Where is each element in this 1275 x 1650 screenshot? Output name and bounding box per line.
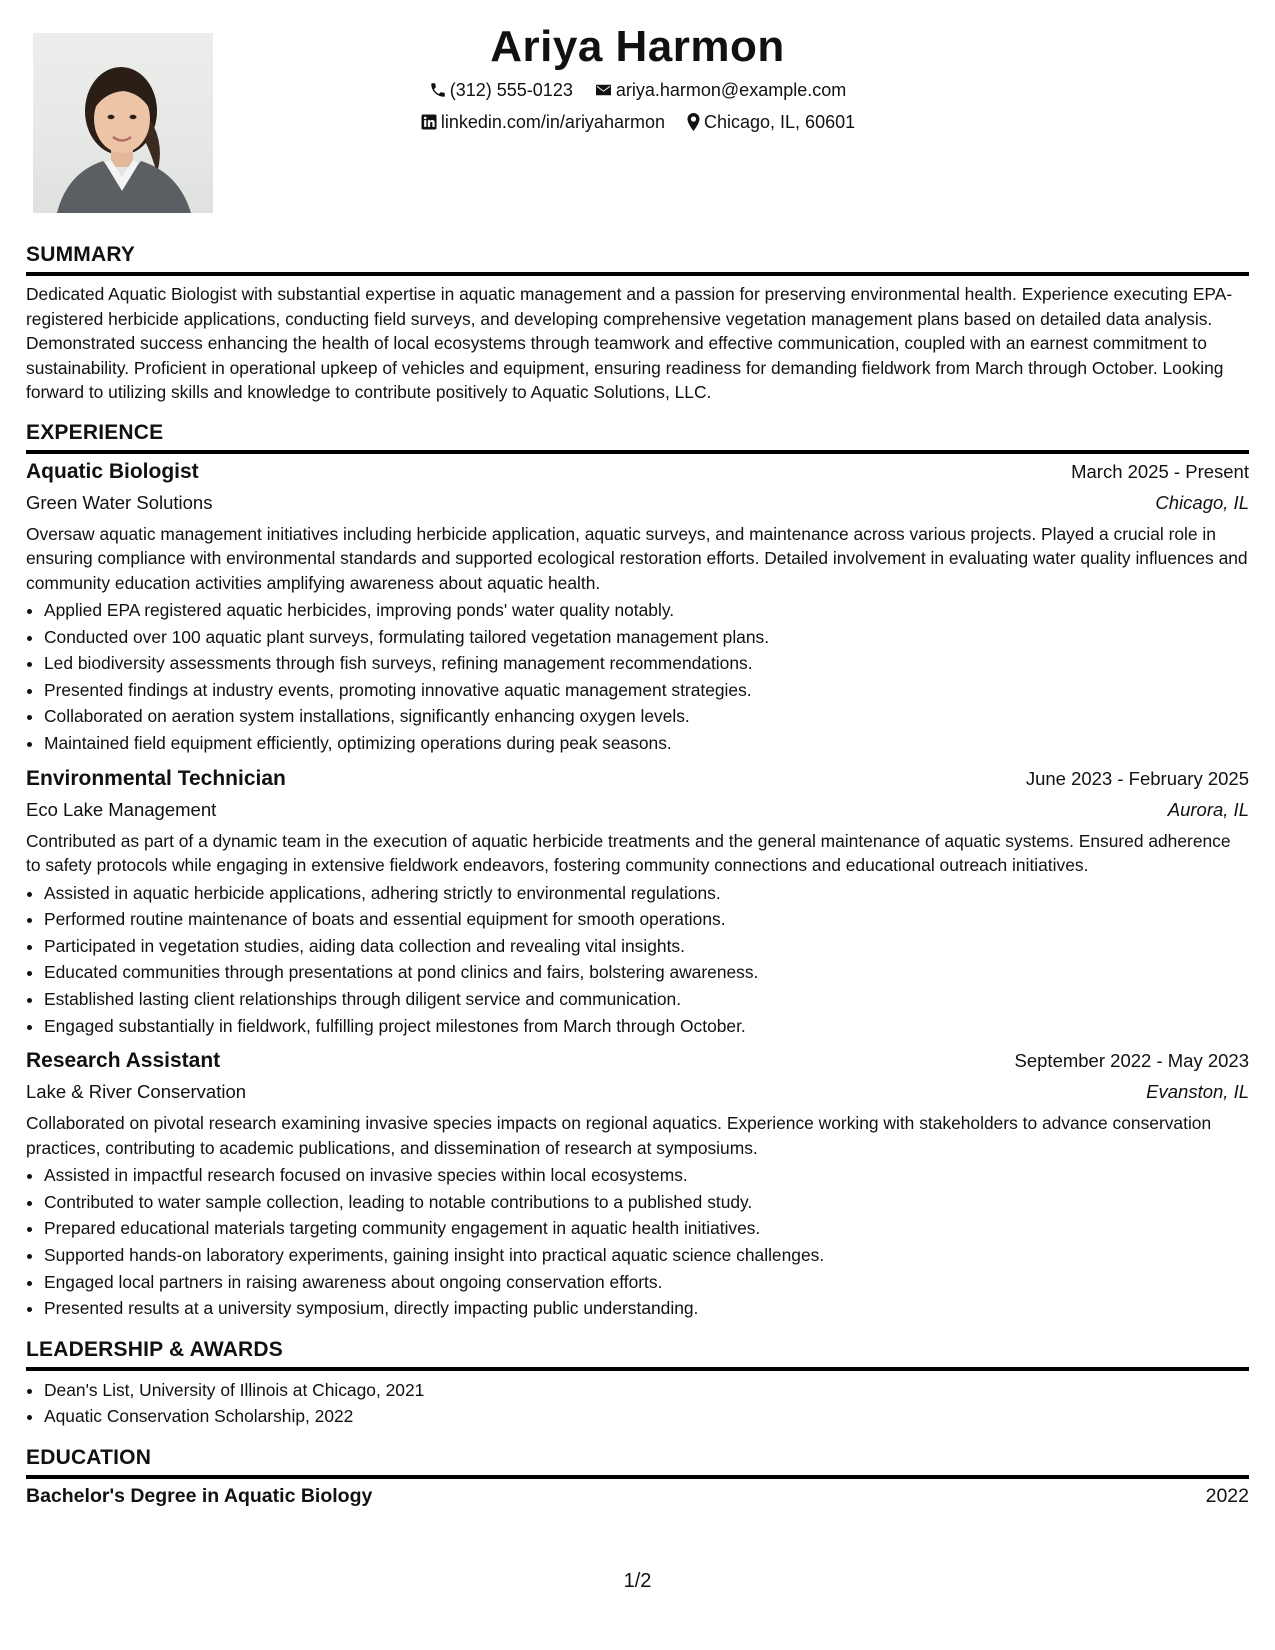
envelope-icon bbox=[594, 81, 613, 99]
degree-name: Bachelor's Degree in Aquatic Biology bbox=[26, 1484, 373, 1507]
map-pin-icon bbox=[686, 113, 701, 131]
job-subheader bbox=[26, 1081, 1249, 1103]
job-location: Chicago, IL bbox=[1155, 491, 1249, 513]
job-subheader bbox=[26, 492, 1249, 514]
job-header bbox=[26, 460, 1249, 484]
education-section bbox=[26, 1446, 1249, 1508]
awards-list bbox=[26, 1377, 1249, 1430]
linkedin-icon bbox=[420, 113, 438, 131]
experience-heading: EXPERIENCE bbox=[26, 421, 1249, 454]
list-item: • Presented results at a university symposium, directly impacting public understanding. bbox=[44, 1295, 1249, 1322]
job-location: Aurora, IL bbox=[1167, 798, 1249, 820]
location-contact bbox=[686, 112, 855, 133]
email-text: ariya.harmon@example.com bbox=[615, 80, 847, 100]
list-item: • Established lasting client relationships through diligent service and communication. bbox=[44, 986, 1249, 1013]
contact-row-secondary bbox=[0, 112, 1275, 133]
location-text: Chicago, IL, 60601 bbox=[704, 112, 856, 132]
list-item: • Presented findings at industry events, promoting innovative aquatic management strategies. bbox=[44, 677, 1249, 704]
phone-contact[interactable] bbox=[429, 80, 573, 101]
linkedin-text: linkedin.com/in/ariyaharmon bbox=[440, 112, 665, 132]
leadership-heading: LEADERSHIP & AWARDS bbox=[26, 1338, 1249, 1371]
job-title: Research Assistant bbox=[26, 1049, 221, 1073]
job-bullets bbox=[26, 597, 1249, 757]
resume-body bbox=[26, 243, 1249, 1524]
phone-text: (312) 555-0123 bbox=[449, 80, 573, 100]
education-entry bbox=[26, 1485, 1249, 1508]
job-title: Environmental Technician bbox=[26, 766, 286, 790]
job-description: Contributed as part of a dynamic team in the execution of aquatic herbicide treatments and the general maintenance of aquatic systems. Ensured adherence to safety protocols while engaging in extensive fieldwork endeavors, fostering community connections and educational outreach initiatives. bbox=[26, 830, 1231, 876]
list-item: • Assisted in aquatic herbicide applications, adhering strictly to environmental regulations. bbox=[44, 880, 1249, 907]
job-entry bbox=[26, 1049, 1249, 1322]
job-header bbox=[26, 1049, 1249, 1073]
job-header bbox=[26, 767, 1249, 791]
page-number: 1/2 bbox=[623, 1570, 652, 1592]
list-item: • Contributed to water sample collection, leading to notable contributions to a published study. bbox=[44, 1189, 1249, 1216]
summary-text: Dedicated Aquatic Biologist with substantial expertise in aquatic management and a passion for preserving environmental health. Experience executing EPA-registered herbicide applications, conducting field surveys, and developing comprehensive vegetation management plans based on detailed data analysis. Demonstrated success enhancing the health of local ecosystems through teamwork and effective communication, coupled with an earnest commitment to sustainability. Proficient in operational upkeep of vehicles and equipment, ensuring readiness for demanding fieldwork from March through October. Looking forward to utilizing skills and knowledge to contribute positively to Aquatic Solutions, LLC. bbox=[26, 284, 1233, 402]
list-item: • Maintained field equipment efficiently, optimizing operations during peak seasons. bbox=[44, 730, 1249, 757]
job-bullets bbox=[26, 880, 1249, 1040]
list-item: • Engaged substantially in fieldwork, fulfilling project milestones from March through October. bbox=[44, 1013, 1249, 1040]
list-item: • Participated in vegetation studies, aiding data collection and revealing vital insights. bbox=[44, 933, 1249, 960]
list-item: • Assisted in impactful research focused on invasive species within local ecosystems. bbox=[44, 1162, 1249, 1189]
education-heading: EDUCATION bbox=[26, 1446, 1249, 1479]
job-entry bbox=[26, 767, 1249, 1040]
job-description: Oversaw aquatic management initiatives including herbicide application, aquatic surveys, and maintenance across various projects. Played a crucial role in ensuring compliance with environmental standards and supported ecological restoration efforts. Detailed involvement in evaluating water quality influences and community education activities amplifying awareness about aquatic health. bbox=[26, 523, 1248, 593]
job-company: Eco Lake Management bbox=[26, 798, 217, 820]
list-item: • Conducted over 100 aquatic plant surveys, formulating tailored vegetation management plans. bbox=[44, 624, 1249, 651]
contact-row-primary bbox=[0, 80, 1275, 101]
list-item: • Educated communities through presentations at pond clinics and fairs, bolstering awareness. bbox=[44, 959, 1249, 986]
candidate-name: Ariya Harmon bbox=[490, 22, 785, 71]
job-dates: September 2022 - May 2023 bbox=[1014, 1050, 1249, 1072]
job-dates: June 2023 - February 2025 bbox=[1025, 767, 1249, 789]
email-contact[interactable] bbox=[594, 80, 846, 101]
summary-heading: SUMMARY bbox=[26, 243, 1249, 276]
job-location: Evanston, IL bbox=[1146, 1081, 1249, 1103]
job-title: Aquatic Biologist bbox=[26, 459, 199, 483]
job-bullets bbox=[26, 1162, 1249, 1322]
list-item: • Led biodiversity assessments through fish surveys, refining management recommendations. bbox=[44, 650, 1249, 677]
list-item: • Prepared educational materials targeting community engagement in aquatic health initiatives. bbox=[44, 1215, 1249, 1242]
job-subheader bbox=[26, 799, 1249, 821]
experience-section bbox=[26, 421, 1249, 1322]
summary-section bbox=[26, 243, 1249, 405]
job-company: Green Water Solutions bbox=[26, 491, 213, 513]
job-description: Collaborated on pivotal research examining invasive species impacts on regional aquatics. Experience working with stakeholders to advance conservation practices, contributing to academic publications, and dissemination of research at symposiums. bbox=[26, 1113, 1212, 1158]
list-item: • Engaged local partners in raising awareness about ongoing conservation efforts. bbox=[44, 1269, 1249, 1296]
job-entry bbox=[26, 460, 1249, 757]
job-dates: March 2025 - Present bbox=[1071, 460, 1249, 482]
list-item: • Applied EPA registered aquatic herbicides, improving ponds' water quality notably. bbox=[44, 597, 1249, 624]
job-company: Lake & River Conservation bbox=[26, 1081, 247, 1103]
linkedin-contact[interactable] bbox=[420, 112, 665, 133]
list-item: • Aquatic Conservation Scholarship, 2022 bbox=[44, 1403, 1249, 1430]
phone-icon bbox=[429, 81, 447, 99]
list-item: • Supported hands-on laboratory experiments, gaining insight into practical aquatic science challenges. bbox=[44, 1242, 1249, 1269]
list-item: • Collaborated on aeration system installations, significantly enhancing oxygen levels. bbox=[44, 703, 1249, 730]
list-item: • Dean's List, University of Illinois at Chicago, 2021 bbox=[44, 1377, 1249, 1404]
leadership-section bbox=[26, 1338, 1249, 1430]
list-item: • Performed routine maintenance of boats and essential equipment for smooth operations. bbox=[44, 906, 1249, 933]
graduation-year: 2022 bbox=[1205, 1484, 1249, 1507]
